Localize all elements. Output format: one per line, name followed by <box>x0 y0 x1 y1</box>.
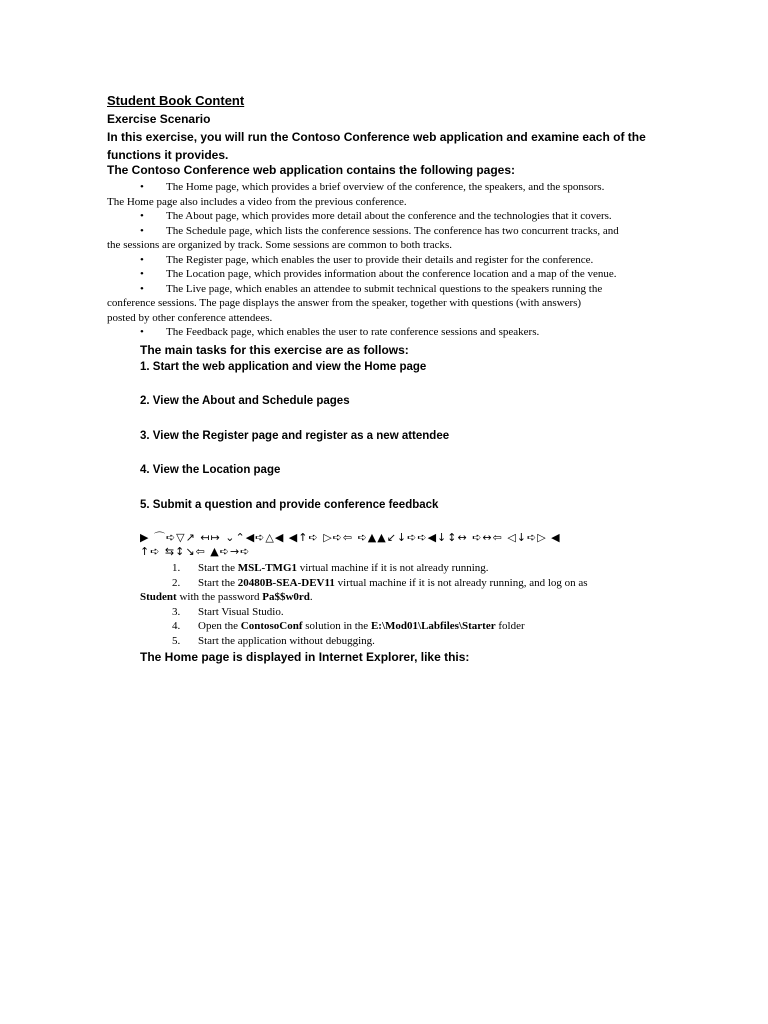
exercise-scenario-heading: Exercise Scenario <box>107 112 211 126</box>
step-number: 1. <box>172 562 181 574</box>
symbol-line: ↑➪ ⇆↕↘⇦ ▲➪→➪ <box>140 545 251 558</box>
step-text: virtual machine if it is not already running, and log on as <box>334 576 588 589</box>
list-item-text: The Feedback page, which enables the user to rate conference sessions and speakers. <box>166 326 540 338</box>
list-item <box>140 209 660 224</box>
main-tasks-intro: The main tasks for this exercise are as follows: <box>140 343 409 357</box>
list-item-continuation <box>107 195 660 210</box>
step-text: virtual machine if it is not already running. <box>297 562 489 574</box>
step-number: 5. <box>172 634 181 647</box>
list-item-continuation <box>107 296 660 311</box>
username: Student <box>140 591 177 603</box>
step-text: Start the <box>198 576 238 589</box>
step-text: Start Visual Studio. <box>198 605 284 618</box>
step-text: Open the <box>198 620 241 632</box>
list-item-text: The Register page, which enables the user to provide their details and register for the conference. <box>166 253 594 266</box>
task-item: 3. View the Register page and register as a new attendee <box>140 430 450 442</box>
list-item-continuation <box>107 311 660 326</box>
list-item <box>140 325 660 340</box>
step-item <box>172 605 642 620</box>
task-item: 4. View the Location page <box>140 464 281 476</box>
bullet-icon: • <box>140 210 144 222</box>
bullet-icon: • <box>140 326 144 338</box>
bullet-icon: • <box>140 181 144 193</box>
step-text: with the password <box>176 591 263 603</box>
list-item-text: The Schedule page, which lists the conference sessions. The conference has two concurrent tracks, and <box>166 224 619 237</box>
list-item-continuation <box>107 238 660 253</box>
pages-intro: The Contoso Conference web application contains the following pages: <box>107 163 516 177</box>
list-item-text: The Live page, which enables an attendee to submit technical questions to the speakers running the <box>166 282 603 295</box>
solution-name: ContosoConf <box>240 620 303 632</box>
list-item-text: The Home page, which provides a brief overview of the conference, the speakers, and the sponsors. <box>166 181 605 193</box>
list-item <box>140 282 660 297</box>
bullet-icon: • <box>140 268 144 280</box>
step-item <box>172 634 642 649</box>
bullet-icon: • <box>140 282 144 295</box>
step-text: Start the application without debugging. <box>198 634 375 647</box>
step-text: solution in the <box>302 620 371 632</box>
list-item-text: The About page, which provides more detail about the conference and the technologies that it covers. <box>166 210 612 222</box>
step-number: 2. <box>172 576 181 589</box>
step-number: 4. <box>172 620 181 632</box>
document-heading: Student Book Content <box>107 93 245 108</box>
list-item <box>140 253 660 268</box>
symbol-line: ▶ ⌒➪▽↗ ↤↦ ⌄⌃◀➪△◀ ◀↑➪ ▷➪⇦ ➪▲▲↙↓➪➪◀↓↕↔ ➪↔⇦ ◁↓➪▷ ◀ <box>140 531 561 544</box>
list-item-text: the sessions are organized by track. Some sessions are common to both tracks. <box>107 239 452 251</box>
step-item <box>140 576 642 605</box>
step-text: Start the <box>198 562 238 574</box>
step-text: . <box>309 591 313 603</box>
bullet-icon: • <box>140 253 144 266</box>
list-item <box>140 224 660 239</box>
list-item <box>140 180 660 195</box>
task-item: 1. Start the web application and view the Home page <box>140 361 427 373</box>
list-item-text: conference sessions. The page displays the answer from the speaker, together with questions (with answers) <box>107 297 582 309</box>
bullet-icon: • <box>140 224 144 237</box>
task-item: 2. View the About and Schedule pages <box>140 395 350 407</box>
step-text: folder <box>495 620 525 632</box>
list-item-text: The Location page, which provides information about the conference location and a map of the venue. <box>166 268 617 280</box>
password: Pa$$w0rd <box>262 591 310 603</box>
intro-paragraph: In this exercise, you will run the Contoso Conference web application and examine each of the functions it provides. <box>107 130 646 162</box>
home-page-caption: The Home page is displayed in Internet Explorer, like this: <box>140 650 470 664</box>
step-number: 3. <box>172 605 181 618</box>
task-item: 5. Submit a question and provide conference feedback <box>140 499 439 511</box>
step-continuation <box>140 590 642 605</box>
step-item <box>172 619 642 634</box>
pages-list <box>107 180 660 340</box>
list-item <box>140 267 660 282</box>
garbled-symbol-heading <box>140 531 660 559</box>
folder-path: E:\Mod01\Labfiles\Starter <box>370 620 496 632</box>
machine-name: 20480B-SEA-DEV11 <box>237 576 335 589</box>
list-item-text: posted by other conference attendees. <box>107 311 273 324</box>
machine-name: MSL-TMG1 <box>237 562 297 574</box>
steps-list <box>140 561 642 648</box>
list-item-text: The Home page also includes a video from the previous conference. <box>107 195 407 208</box>
step-item <box>172 561 642 576</box>
